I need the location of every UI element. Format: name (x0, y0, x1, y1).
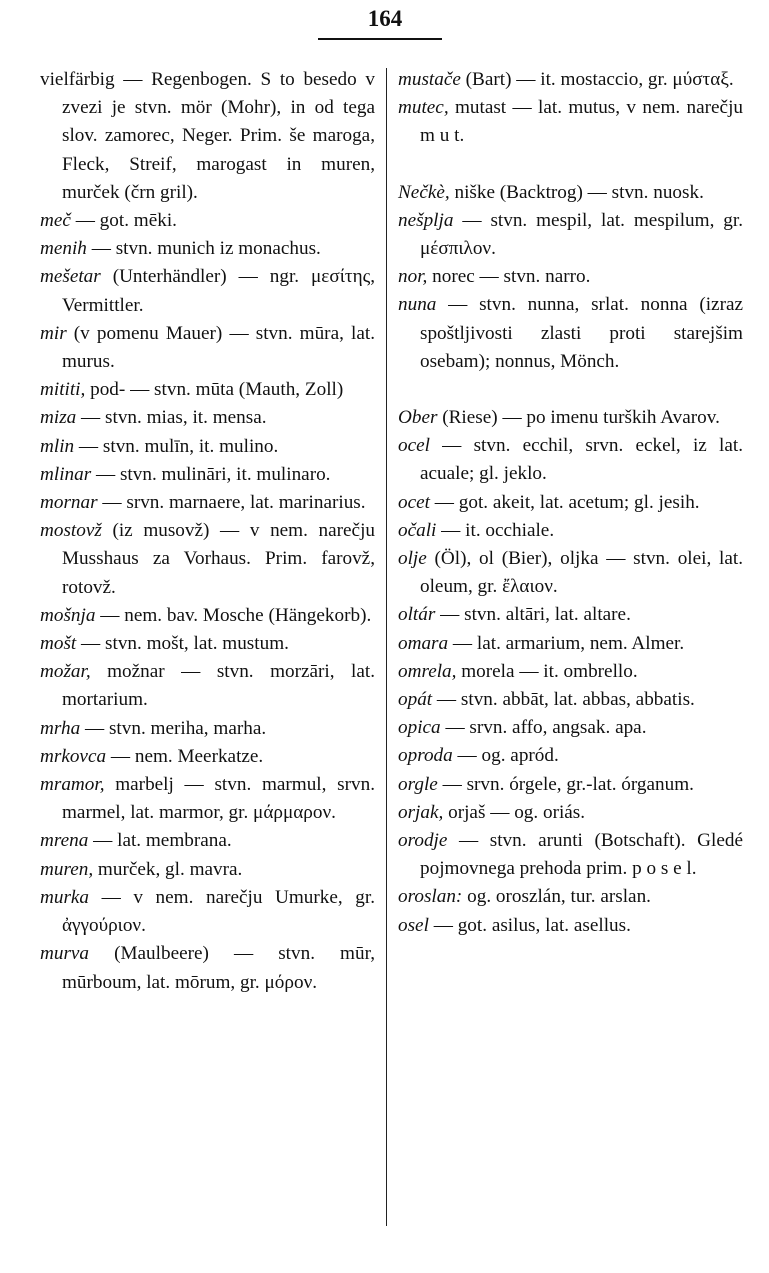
dictionary-entry (398, 404, 743, 432)
entry-headword: oproda (398, 745, 453, 767)
entry-headword: opát (398, 689, 433, 711)
entry-headword: omara (398, 632, 449, 654)
dictionary-entry (398, 179, 743, 207)
dictionary-entry (398, 94, 743, 150)
dictionary-entry (40, 489, 375, 517)
entry-definition: — stvn. mulīn, it. mulino. (74, 435, 279, 457)
entry-headword: Nečkè, (398, 181, 450, 203)
entry-headword: opica (398, 717, 441, 739)
entry-headword: mostovž (40, 520, 102, 542)
entry-headword: nor, (398, 266, 428, 288)
entry-headword: mošt (40, 633, 77, 655)
dictionary-entry (40, 630, 375, 658)
entry-definition: — nem. Meerkatze. (106, 745, 264, 767)
entry-headword: mošnja (40, 604, 96, 626)
entry-definition: mutast — lat. mutus, v nem. narečju m u t. (420, 97, 743, 147)
dictionary-entry (40, 433, 375, 461)
entry-headword: nešplja (398, 209, 454, 231)
dictionary-entry (398, 799, 743, 827)
dictionary-entry (40, 715, 375, 743)
dictionary-entry (40, 376, 375, 404)
dictionary-entry (398, 432, 743, 488)
entry-headword: mrena (40, 830, 89, 852)
entry-definition: — stvn. mias, it. mensa. (76, 407, 267, 429)
entry-definition: (Unterhändler) — ngr. μεσίτης, Vermittler. (62, 266, 375, 316)
dictionary-entry (398, 742, 743, 770)
entry-headword: ocet (398, 491, 430, 513)
dictionary-entry (40, 743, 375, 771)
dictionary-entry (398, 912, 743, 940)
entry-definition: (Riese) — po imenu turških Avarov. (437, 407, 720, 429)
entry-definition: — stvn. mulināri, it. mulinaro. (91, 463, 331, 485)
section-gap (398, 151, 743, 179)
entry-headword: mornar (40, 492, 98, 514)
dictionary-entry (398, 827, 743, 883)
entry-headword: orjak, (398, 801, 444, 823)
entry-definition: orjaš — og. oriás. (443, 801, 586, 823)
dictionary-entry (40, 517, 375, 602)
entry-definition: — srvn. marnaere, lat. marinarius. (97, 492, 366, 514)
entry-headword: omrela, (398, 660, 457, 682)
dictionary-entry (398, 601, 743, 629)
entry-definition: og. oroszlán, tur. arslan. (462, 886, 651, 908)
entry-definition: — stvn. meriha, marha. (80, 717, 267, 739)
entry-headword: oroslan: (398, 886, 463, 908)
entry-headword: možar, (40, 661, 91, 683)
dictionary-entry (40, 207, 375, 235)
entry-definition: — it. occhiale. (436, 519, 555, 541)
dictionary-entry (40, 66, 375, 207)
dictionary-entry (40, 235, 375, 263)
dictionary-entry (398, 630, 743, 658)
entry-headword: olje (398, 548, 427, 570)
section-gap (398, 376, 743, 404)
entry-definition: — got. akeit, lat. acetum; gl. jesih. (429, 491, 700, 513)
entry-headword: ocel (398, 435, 430, 457)
entry-definition: — stvn. mespil, lat. mespilum, gr. μέσπιλον. (420, 209, 743, 260)
dictionary-entry (40, 658, 375, 714)
dictionary-entry (398, 545, 743, 601)
dictionary-entry (40, 827, 375, 855)
dictionary-entry (398, 714, 743, 742)
dictionary-entry (40, 461, 375, 489)
dictionary-entry (398, 263, 743, 291)
entry-headword: mustače (398, 69, 461, 90)
right-column (398, 66, 743, 940)
entry-definition: (Maulbeere) — stvn. mūr, mūrboum, lat. mōrum, gr. μόρον. (62, 943, 375, 993)
entry-definition: — got. mēki. (70, 210, 177, 232)
entry-definition: — stvn. abbāt, lat. abbas, abbatis. (432, 689, 695, 711)
entry-definition: (v pomenu Mauer) — stvn. mūra, lat. murus. (62, 322, 375, 373)
entry-definition: — nem. bav. Mosche (Hängekorb). (95, 604, 372, 626)
dictionary-entry (398, 883, 743, 911)
page-number: 164 (367, 6, 403, 31)
dictionary-entry (40, 856, 375, 884)
dictionary-entry (40, 940, 375, 996)
entry-definition: norec — stvn. narro. (427, 266, 591, 288)
entry-definition: — stvn. altāri, lat. altare. (435, 604, 631, 626)
entry-headword: oltár (398, 604, 436, 626)
dictionary-entry (40, 320, 375, 376)
entry-headword: Ober (398, 407, 438, 429)
entry-definition: — stvn. nunna, srlat. nonna (izraz spoštljivosti zlasti proti starejšim osebam); nonnus, Mönch. (420, 294, 743, 372)
column-divider (386, 68, 387, 1226)
entry-headword: osel (398, 914, 429, 936)
entry-definition: možnar — stvn. morzāri, lat. mortarium. (62, 661, 375, 711)
entry-headword: meč (40, 210, 71, 232)
dictionary-entry (40, 602, 375, 630)
entry-definition: (Öl), ol (Bier), oljka — stvn. olei, lat. oleum, gr. ἔλαιον. (420, 548, 743, 598)
entry-headword: mrha (40, 717, 81, 739)
entry-headword: mešetar (40, 266, 101, 288)
entry-definition: — srvn. órgele, gr.-lat. órganum. (437, 773, 694, 795)
entry-headword: mlinar (40, 463, 92, 485)
dictionary-entry (398, 517, 743, 545)
entry-headword: mititi, (40, 379, 86, 401)
left-column (40, 66, 375, 997)
entry-headword: muren, (40, 858, 94, 880)
entry-definition: — got. asilus, lat. asellus. (428, 914, 631, 936)
entry-definition: vielfärbig — Regenbogen. S to besedo v zvezi je stvn. mör (Mohr), in od tega slov. zamorec, Neger. Prim. še maroga, Fleck, Streif, marogast in muren, murček (črn gril). (40, 69, 375, 203)
dictionary-entry (398, 658, 743, 686)
entry-definition: — v nem. narečju Umurke, gr. ἀγγούριον. (62, 886, 375, 937)
entry-definition: — stvn. munich iz monachus. (86, 238, 321, 260)
entry-definition: — lat. membrana. (88, 830, 232, 852)
entry-headword: očali (398, 519, 437, 541)
entry-definition: marbelj — stvn. marmul, srvn. marmel, lat. marmor, gr. μάρμαρον. (62, 774, 375, 824)
header-rule (318, 38, 442, 40)
entry-headword: murva (40, 943, 90, 965)
entry-headword: nuna (398, 294, 437, 316)
entry-headword: menih (40, 238, 87, 260)
entry-headword: mir (40, 322, 67, 344)
entry-definition: — stvn. mošt, lat. mustum. (76, 633, 289, 655)
entry-definition: — stvn. ecchil, srvn. eckel, iz lat. acuale; gl. jeklo. (420, 435, 743, 485)
entry-definition: (iz musovž) — v nem. narečju Musshaus za Vorhaus. Prim. farovž, rotovž. (62, 520, 375, 598)
entry-headword: mrkovca (40, 745, 107, 767)
entry-definition: pod- — stvn. mūta (Mauth, Zoll) (85, 379, 344, 401)
entry-definition: — srvn. affo, angsak. apa. (440, 717, 647, 739)
dictionary-entry (398, 66, 743, 94)
dictionary-entry (398, 291, 743, 376)
dictionary-entry (40, 884, 375, 940)
entry-headword: mutec, (398, 97, 449, 119)
entry-headword: mlin (40, 435, 75, 457)
entry-definition: niške (Backtrog) — stvn. nuosk. (449, 181, 704, 203)
entry-definition: — stvn. arunti (Botschaft). Gledé pojmovnega prehoda prim. p o s e l. (420, 830, 743, 880)
dictionary-entry (40, 263, 375, 319)
entry-headword: murka (40, 886, 90, 908)
entry-headword: orgle (398, 773, 438, 795)
dictionary-entry (40, 771, 375, 827)
dictionary-entry (40, 404, 375, 432)
entry-definition: morela — it. ombrello. (456, 660, 638, 682)
dictionary-entry (398, 489, 743, 517)
entry-definition: — og. apród. (452, 745, 559, 767)
entry-headword: orodje (398, 830, 448, 852)
dictionary-entry (398, 686, 743, 714)
entry-definition: — lat. armarium, nem. Almer. (448, 632, 685, 654)
entry-headword: mramor, (40, 774, 105, 796)
dictionary-entry (398, 207, 743, 263)
entry-definition: murček, gl. mavra. (93, 858, 243, 880)
entry-headword: miza (40, 407, 77, 429)
dictionary-entry (398, 771, 743, 799)
entry-definition: (Bart) — it. mostaccio, gr. μύσταξ. (460, 69, 734, 90)
